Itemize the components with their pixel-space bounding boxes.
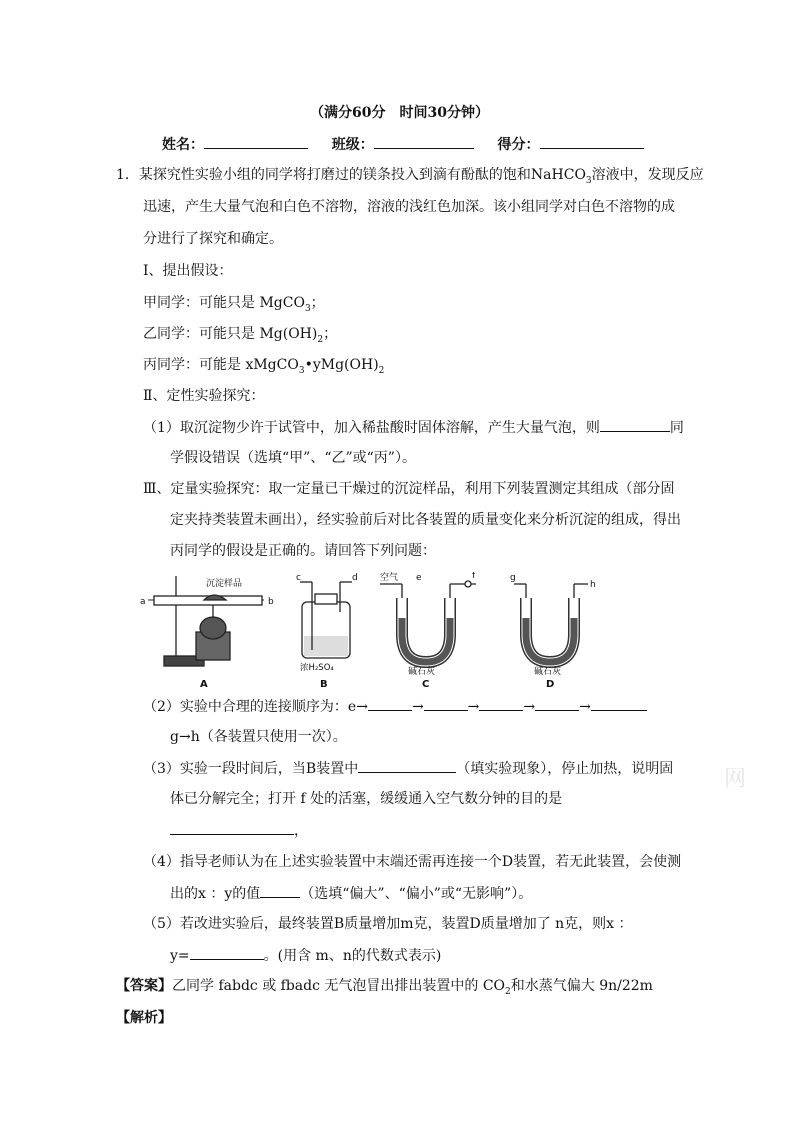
lime-C-label: 碱石灰 [408, 667, 436, 677]
name-field[interactable] [204, 134, 308, 149]
q2-blank-4[interactable] [535, 696, 579, 711]
label-D: D [546, 679, 555, 690]
lime-D-label: 碱石灰 [534, 667, 562, 677]
air-label: 空气 [380, 573, 399, 583]
q2-blank-3[interactable] [479, 696, 523, 711]
section-qualitative: Ⅱ、定性实验探究： [143, 388, 265, 404]
q4-answer-blank[interactable] [260, 883, 300, 898]
answer-text: 乙同学 fabdc 或 fbadc 无气泡冒出排出装置中的 CO [172, 978, 506, 994]
section-quantitative-line3: 丙同学的假设是正确的。请回答下列问题： [170, 543, 436, 559]
apparatus-D [510, 573, 596, 690]
apparatus-C [380, 572, 476, 690]
port-d: d [352, 573, 358, 583]
q1-line2: 学假设错误（选填“甲”、“乙”或“丙”）。 [170, 450, 416, 466]
q3-purpose-blank[interactable] [170, 820, 294, 835]
q2-blank-2[interactable] [424, 696, 468, 711]
label-C: C [422, 679, 430, 690]
score-field[interactable] [540, 134, 644, 149]
name-label: 姓名： [162, 137, 204, 153]
port-b: b [268, 597, 274, 607]
question-intro-line1: 1．某探究性实验小组的同学将打磨过的镁条投入到滴有酚酞的饱和NaHCO$_3$溶液中，发现反应 [116, 167, 704, 186]
q2-blank-5[interactable] [591, 696, 647, 711]
port-g: g [510, 573, 516, 583]
apparatus-figure [140, 572, 600, 690]
section-hypothesis: Ⅰ、提出假设： [143, 263, 233, 279]
analysis-label: 【解析】 [116, 1010, 172, 1026]
q2-blank-1[interactable] [368, 696, 412, 711]
q4-line1: （4）指导老师认为在上述实验装置中末端还需再连接一个D装置，若无此装置，会使测 [143, 854, 682, 870]
apparatus-A [140, 576, 274, 690]
label-A: A [200, 679, 208, 690]
q3-line3: ， [170, 820, 308, 841]
answer-text-end: 和水蒸气偏大 9n/22m [510, 978, 653, 994]
q5-answer-blank[interactable] [190, 945, 264, 960]
q4-line2: 出的x ：y的值 （选填“偏大”、“偏小”或“无影响”）。 [170, 883, 532, 904]
label-B: B [320, 679, 328, 690]
q5-line1: （5）若改进实验后，最终装置B质量增加m克，装置D质量增加了 n克，则x ： [143, 916, 633, 932]
section-quantitative-line2: 定夹持类装置未画出），经实验前后对比各装置的质量变化来分析沉淀的组成，得出 [170, 512, 681, 528]
hypothesis-jia: 甲同学：可能只是 MgCO$_3$； [143, 295, 325, 314]
q3-line2: 体已分解完全；打开 f 处的活塞，缓缓通入空气数分钟的目的是 [170, 791, 563, 807]
answer-label: 【答案】 [116, 978, 172, 994]
answer-line: 【答案】乙同学 fabdc 或 fbadc 无气泡冒出排出装置中的 $CO_2$和水蒸气偏大 9n/22m [116, 978, 653, 997]
watermark: 网 [724, 767, 747, 792]
q2-line1: （2）实验中合理的连接顺序为：e→ → → → → [143, 696, 647, 717]
hypothesis-bing: 丙同学：可能是 $xMgCO_3•yMg(OH)_2$ [143, 357, 385, 376]
class-label: 班级： [331, 137, 374, 153]
port-f: f [472, 572, 476, 581]
port-a: a [140, 597, 146, 607]
q5-line2: y= 。(用含 m、n的代数式表示) [170, 945, 441, 966]
q1-line1: （1）取沉淀物少许于试管中，加入稀盐酸时固体溶解，产生大量气泡，则 同 [143, 417, 684, 438]
student-info-row [162, 134, 644, 155]
q3-line1: （3）实验一段时间后，当B装置中 （填实验现象），停止加热，说明固 [143, 758, 673, 779]
q2-line2: g→h（各装置只使用一次）。 [170, 729, 347, 745]
port-e: e [416, 573, 422, 583]
q3-phenomenon-blank[interactable] [358, 758, 456, 773]
class-field[interactable] [374, 134, 474, 149]
question-number: 1． [116, 167, 139, 183]
score-time-heading: （满分60分 时间30分钟） [310, 105, 489, 121]
q1-answer-blank[interactable] [600, 417, 670, 432]
section-quantitative-line1: Ⅲ、定量实验探究：取一定量已干燥过的沉淀样品，利用下列装置测定其组成（部分固 [143, 481, 675, 497]
hypothesis-yi: 乙同学：可能只是 $Mg(OH)_2$； [143, 326, 338, 345]
question-intro-line3: 分进行了探究和确定。 [143, 231, 283, 247]
apparatus-B [296, 573, 358, 690]
port-c: c [296, 573, 301, 583]
score-label: 得分： [497, 137, 540, 153]
port-h: h [590, 580, 596, 590]
sample-label: 沉淀样品 [206, 579, 243, 589]
question-intro-line2: 迅速，产生大量气泡和白色不溶物，溶液的浅红色加深。该小组同学对白色不溶物的成 [143, 199, 675, 215]
acid-label: 浓H₂SO₄ [300, 663, 334, 673]
